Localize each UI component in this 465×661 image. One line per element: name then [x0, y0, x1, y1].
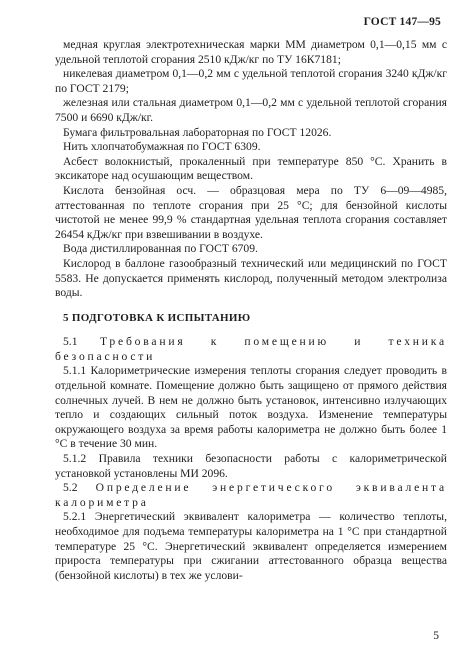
section-5-heading: 5 ПОДГОТОВКА К ИСПЫТАНИЮ — [63, 311, 251, 324]
paragraph-5-1-2: 5.1.2 Правила техники безопасности работы с калориметрической установкой установлены МИ 2096. — [55, 452, 447, 480]
document-body — [55, 38, 447, 583]
subsection-number: 5.1 — [63, 335, 78, 349]
subsection-number: 5.2 — [63, 481, 78, 495]
material-distilled-water: Вода дистиллированная по ГОСТ 6709. — [63, 242, 258, 256]
paragraph-5-1-1: 5.1.1 Калориметрические измерения теплоты сгорания следует проводить в отдельной комнате. Помещение должно быть защищено от прямого действия солнечных лучей. В нем не должно быть установок, интенсивно излучающих тепло и создающих сильный поток воздуха. Изменение температуры окружающего воздуха за время работы калориметра не должно быть более 1 °С в течение 30 мин. — [55, 364, 447, 451]
material-nickel-wire: никелевая диаметром 0,1—0,2 мм с удельной теплотой сгорания 3240 кДж/кг по ГОСТ 2179; — [55, 67, 447, 95]
material-iron-wire: железная или стальная диаметром 0,1—0,2 мм с удельной теплотой сгорания 7500 и 6690 кДж/кг. — [55, 96, 447, 124]
standard-header: ГОСТ 147—95 — [363, 16, 441, 28]
material-asbestos: Асбест волокнистый, прокаленный при температуре 850 °С. Хранить в эксикаторе над осушающим веществом. — [55, 154, 447, 183]
material-benzoic-acid: Кислота бензойная осч. — образцовая мера по ТУ 6—09—4985, аттестованная по теплоте сгорания при 25 °С; для бензойной кислоты чистотой не менее 99,9 % стандартная удельная теплота сгорания составляет 26454 кДж/кг при взвешивании в воздухе. — [55, 183, 447, 241]
subsection-5-1-heading — [55, 335, 447, 364]
material-copper-wire: медная круглая электротехническая марки ММ диаметром 0,1—0,15 мм с удельной теплотой сгорания 2510 кДж/кг по ТУ 16К7181; — [55, 38, 447, 66]
material-filter-paper: Бумага фильтровальная лабораторная по ГОСТ 12026. — [63, 125, 332, 139]
subsection-title: Определение энергетического эквивалента калориметра — [55, 481, 447, 509]
paragraph-5-2-1: 5.2.1 Энергетический эквивалент калориметра — количество теплоты, необходимое для подъема температуры калориметра на 1 °С при стандартной температуре 25 °С. Энергетический эквивалент определяется измерением прироста температуры при сжигании аттестованного образца вещества (бензойной кислоты) в тех же услови- — [55, 510, 447, 582]
subsection-5-2-heading — [55, 481, 447, 510]
subsection-title: Требования к помещению и техника безопасности — [55, 335, 447, 363]
material-cotton-thread: Нить хлопчатобумажная по ГОСТ 6309. — [63, 140, 261, 154]
material-oxygen: Кислород в баллоне газообразный технический или медицинский по ГОСТ 5583. Не допускается применять кислород, полученный методом электролиза воды. — [55, 256, 447, 300]
page-number: 5 — [433, 630, 439, 642]
